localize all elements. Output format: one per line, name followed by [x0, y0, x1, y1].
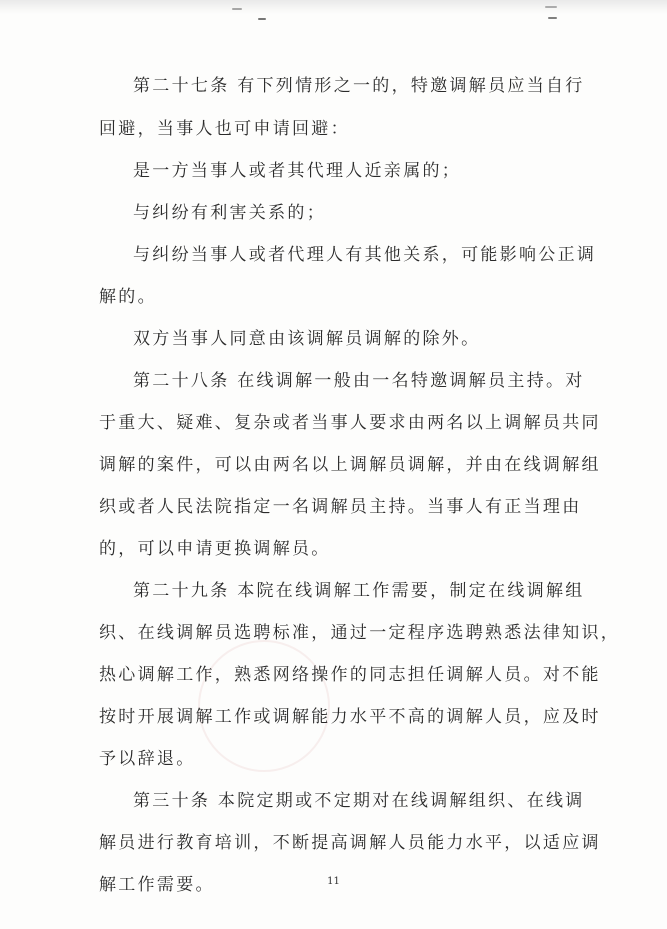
article-28-line-2: 于重大、疑难、复杂或者当事人要求由两名以上调解员共同	[99, 413, 601, 433]
article-29-line-4: 按时开展调解工作或调解能力水平不高的调解人员，应及时	[99, 707, 601, 727]
article-28-line-4: 织或者人民法院指定一名调解员主持。当事人有正当理由	[99, 497, 582, 517]
faded-seal	[198, 640, 330, 772]
article-27-line-1: 第二十七条 有下列情形之一的，特邀调解员应当自行	[133, 76, 585, 96]
scan-speck	[232, 8, 242, 10]
article-29-line-3: 热心调解工作，熟悉网络操作的同志担任调解人员。对不能	[99, 665, 601, 685]
article-27-item-3-cont: 解的。	[99, 287, 157, 307]
article-28-line-5: 的，可以申请更换调解员。	[99, 539, 331, 559]
article-27-item-3: 与纠纷当事人或者代理人有其他关系，可能影响公正调	[133, 245, 597, 265]
article-29-line-2: 织、在线调解员选聘标准，通过一定程序选聘熟悉法律知识，	[99, 623, 621, 643]
article-27-item-1: 是一方当事人或者其代理人近亲属的；	[133, 161, 462, 181]
article-27-line-2: 回避，当事人也可申请回避：	[99, 119, 350, 139]
article-28-line-1: 第二十八条 在线调解一般由一名特邀调解员主持。对	[133, 371, 585, 391]
scan-speck	[545, 6, 557, 8]
scan-speck	[258, 18, 266, 20]
article-29-line-5: 予以辞退。	[99, 749, 196, 769]
scan-speck	[548, 17, 557, 19]
page-number: 11	[327, 876, 340, 887]
article-30-line-3: 解工作需要。	[99, 875, 215, 895]
article-29-line-1: 第二十九条 本院在线调解工作需要，制定在线调解组	[133, 581, 585, 601]
article-28-line-3: 调解的案件，可以由两名以上调解员调解，并由在线调解组	[99, 455, 601, 475]
article-27-item-2: 与纠纷有利害关系的；	[133, 203, 326, 223]
article-30-line-2: 解员进行教育培训，不断提高调解人员能力水平，以适应调	[99, 833, 601, 853]
article-30-line-1: 第三十条 本院定期或不定期对在线调解组织、在线调	[133, 791, 585, 811]
article-27-exception: 双方当事人同意由该调解员调解的除外。	[133, 329, 481, 349]
scan-top-edge	[0, 0, 667, 14]
